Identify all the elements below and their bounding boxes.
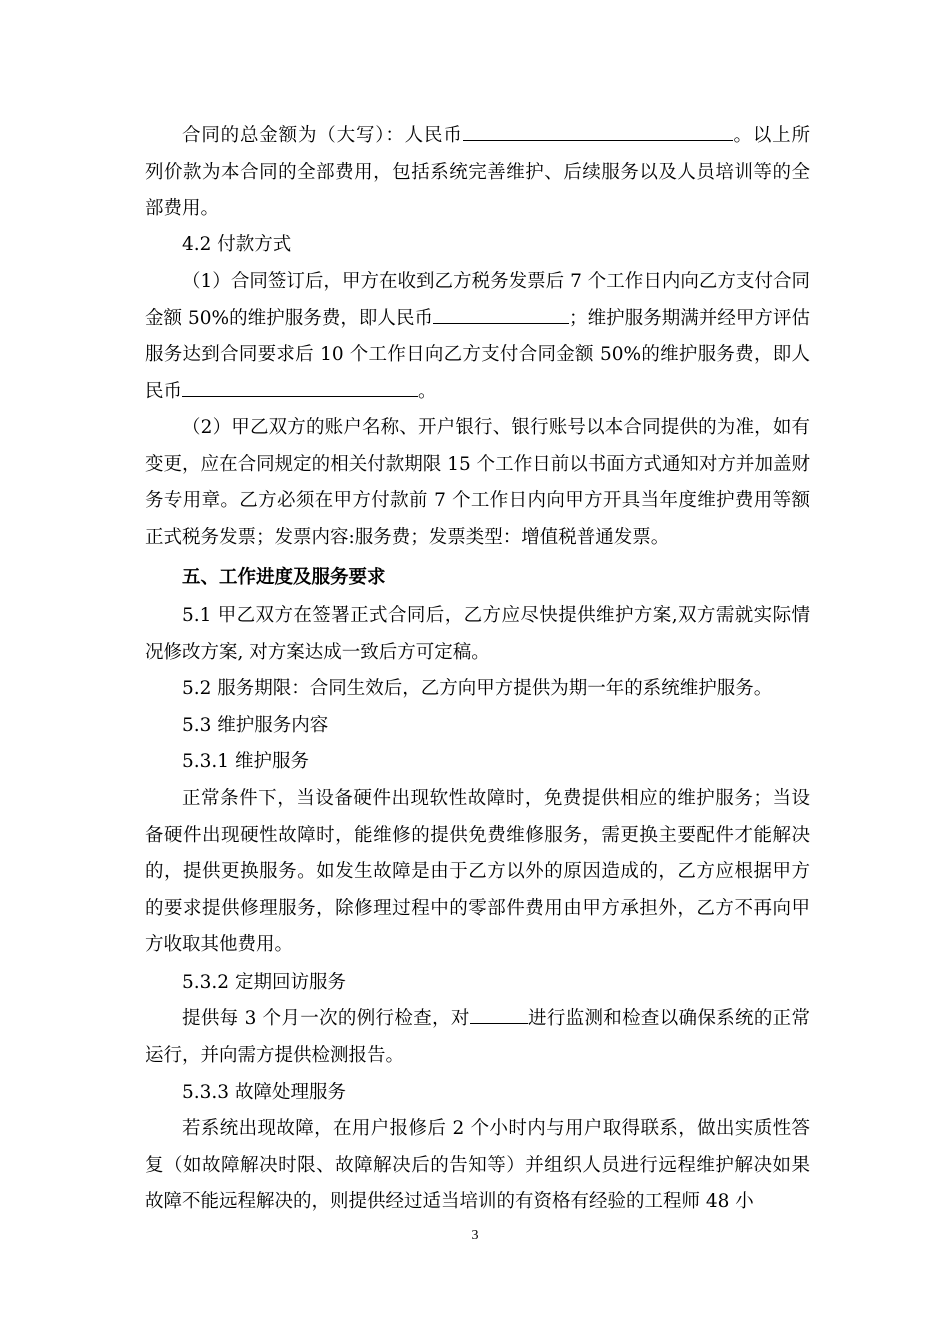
total-amount-paragraph: [145, 118, 810, 228]
text: 。以上所列价款为本合同的全部费用，包括系统完善维护、后续服务以及人员培训等的全部费用。: [145, 125, 810, 219]
amount-blank: [182, 376, 418, 397]
payment-clause-1: [145, 264, 810, 410]
section-5-3-1-title: 5.3.1 维护服务: [182, 751, 309, 772]
text: ；维护服务期满并经甲方评估服务达到合同要求后 10 个工作日向乙方支付合同金额 50%的维护服务费，即人民币: [145, 307, 810, 402]
section-5-3-2-title: 5.3.2 定期回访服务: [182, 972, 346, 993]
text: 合同的总金额为（大写）：人民币: [182, 125, 463, 146]
section-5-3-3-title: 5.3.3 故障处理服务: [182, 1082, 346, 1103]
section-5-3-1-body: 正常条件下，当设备硬件出现软性故障时，免费提供相应的维护服务；当设备硬件出现硬性故障时，能维修的提供免费维修服务，需更换主要配件才能解决的，提供更换服务。如发生故障是由于乙方以外的原因造成的，乙方应根据甲方的要求提供修理服务，除修理过程中的零部件费用由甲方承担外，乙方不再向甲方收取其他费用。: [145, 788, 810, 955]
amount-blank: [433, 303, 569, 324]
section-5-2: 5.2 服务期限：合同生效后，乙方向甲方提供为期一年的系统维护服务。: [182, 678, 773, 699]
section-5-3-3-body: 若系统出现故障，在用户报修后 2 个小时内与用户取得联系，做出实质性答复（如故障解决时限、故障解决后的告知等）并组织人员进行远程维护解决如果故障不能远程解决的，则提供经过适当培训的有资格有经验的工程师 48 小: [145, 1118, 810, 1212]
section-5-1: 5.1 甲乙双方在签署正式合同后，乙方应尽快提供维护方案,双方需就实际情况修改方案, 对方案达成一致后方可定稿。: [145, 605, 810, 663]
payment-clause-2: （2）甲乙双方的账户名称、开户银行、银行账号以本合同提供的为准，如有变更，应在合同规定的相关付款期限 15 个工作日前以书面方式通知对方并加盖财务专用章。乙方必须在甲方付款前 7 个工作日内向甲方开具当年度维护费用等额正式税务发票；发票内容:服务费；发票类型：增值税普通发票。: [145, 417, 810, 548]
section-5-3-title: 5.3 维护服务内容: [182, 715, 329, 736]
section-5-heading: 五、工作进度及服务要求: [182, 567, 386, 588]
page-number: 3: [471, 1228, 479, 1243]
text: （1）合同签订后，甲方在收到乙方税务发票后 7 个工作日内向乙方支付合同金额 50%的维护服务费，即人民币: [145, 271, 810, 329]
text: 进行监测和检查以确保系统的正常运行，并向需方提供检测报告。: [145, 1008, 810, 1066]
text: 提供每 3 个月一次的例行检查，对: [182, 1008, 470, 1029]
section-4-2-title: 4.2 付款方式: [182, 234, 292, 255]
section-5-3-2-body: [145, 1001, 810, 1074]
amount-blank: [463, 120, 733, 141]
item-blank: [470, 1003, 528, 1024]
text: 。: [418, 380, 437, 402]
